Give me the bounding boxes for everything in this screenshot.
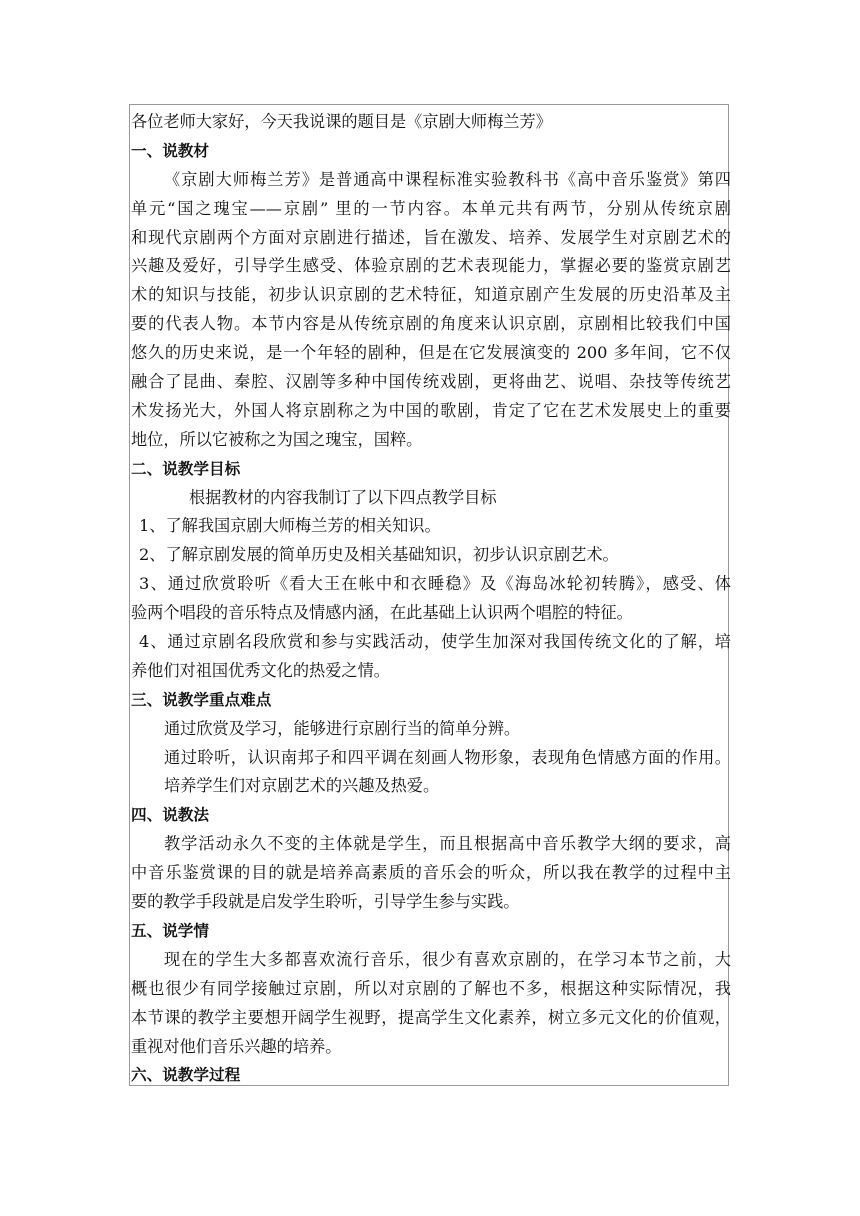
paragraph-line: 中音乐鉴赏课的目的就是培养高素质的音乐会的听众，所以我在教学的过程中主: [131, 863, 731, 883]
section-heading: 三、说教学重点难点: [131, 690, 272, 709]
document-body: [131, 108, 731, 1090]
section-heading: 一、说教材: [131, 141, 209, 160]
paragraph-line: 要的教学手段就是启发学生聆听，引导学生参与实践。: [131, 892, 520, 912]
paragraph-line: 要的代表人物。本节内容是从传统京剧的角度来认识京剧，京剧相比较我们中国: [131, 314, 731, 334]
list-item: 1、了解我国京剧大师梅兰芳的相关知识。: [139, 516, 441, 536]
section-heading: 二、说教学目标: [131, 459, 241, 478]
paragraph-line: 通过聆听，认识南邦子和四平调在刻画人物形象，表现角色情感方面的作用。: [164, 747, 731, 767]
paragraph-line: 术的知识与技能，初步认识京剧的艺术特征，知道京剧产生发展的历史沿革及主: [131, 285, 731, 305]
paragraph-line: 通过欣赏及学习，能够进行京剧行当的简单分辨。: [164, 718, 521, 738]
paragraph-line: 单元“国之瑰宝——京剧” 里的一节内容。本单元共有两节，分别从传统京剧: [131, 198, 731, 218]
paragraph-line: 培养学生们对京剧艺术的兴趣及热爱。: [164, 776, 440, 796]
intro-line: 各位老师大家好，今天我说课的题目是《京剧大师梅兰芳》: [131, 112, 552, 131]
list-item: 2、了解京剧发展的简单历史及相关基础知识，初步认识京剧艺术。: [139, 545, 619, 565]
paragraph-line: 根据教材的内容我制订了以下四点教学目标: [189, 487, 497, 507]
paragraph-line: 兴趣及爱好，引导学生感受、体验京剧的艺术表现能力，掌握必要的鉴赏京剧艺: [131, 256, 731, 276]
paragraph-line: 现在的学生大多都喜欢流行音乐，很少有喜欢京剧的，在学习本节之前，大: [164, 949, 731, 969]
section-heading: 六、说教学过程: [131, 1066, 241, 1085]
section-heading: 四、说教法: [131, 806, 209, 825]
list-item: 验两个唱段的音乐特点及情感内涵，在此基础上认识两个唱腔的特征。: [131, 603, 633, 623]
paragraph-line: 教学活动永久不变的主体就是学生，而且根据高中音乐教学大纲的要求，高: [164, 834, 731, 854]
paragraph-line: 悠久的历史来说，是一个年轻的剧种，但是在它发展演变的 200 多年间，它不仅: [131, 343, 731, 363]
paragraph-line: 《京剧大师梅兰芳》是普通高中课程标准实验教科书《高中音乐鉴赏》第四: [164, 169, 731, 189]
paragraph-line: 和现代京剧两个方面对京剧进行描述，旨在激发、培养、发展学生对京剧艺术的: [131, 227, 731, 247]
paragraph-line: 地位，所以它被称之为国之瑰宝，国粹。: [131, 429, 423, 449]
list-item: 3、通过欣赏聆听《看大王在帐中和衣睡稳》及《海岛冰轮初转腾》，感受、体: [139, 574, 731, 594]
section-heading: 五、说学情: [131, 921, 209, 940]
paragraph-line: 概也很少有同学接触过京剧，所以对京剧的了解也不多，根据这种实际情况，我: [131, 978, 731, 998]
paragraph-line: 重视对他们音乐兴趣的培养。: [131, 1036, 342, 1056]
paragraph-line: 术发扬光大，外国人将京剧称之为中国的歌剧，肯定了它在艺术发展史上的重要: [131, 400, 731, 420]
list-item: 养他们对祖国优秀文化的热爱之情。: [131, 660, 390, 680]
paragraph-line: 融合了昆曲、秦腔、汉剧等多种中国传统戏剧，更将曲艺、说唱、杂技等传统艺: [131, 372, 731, 392]
paragraph-line: 本节课的教学主要想开阔学生视野，提高学生文化素养，树立多元文化的价值观，: [131, 1007, 731, 1027]
list-item: 4、通过京剧名段欣赏和参与实践活动，使学生加深对我国传统文化的了解，培: [139, 632, 731, 652]
